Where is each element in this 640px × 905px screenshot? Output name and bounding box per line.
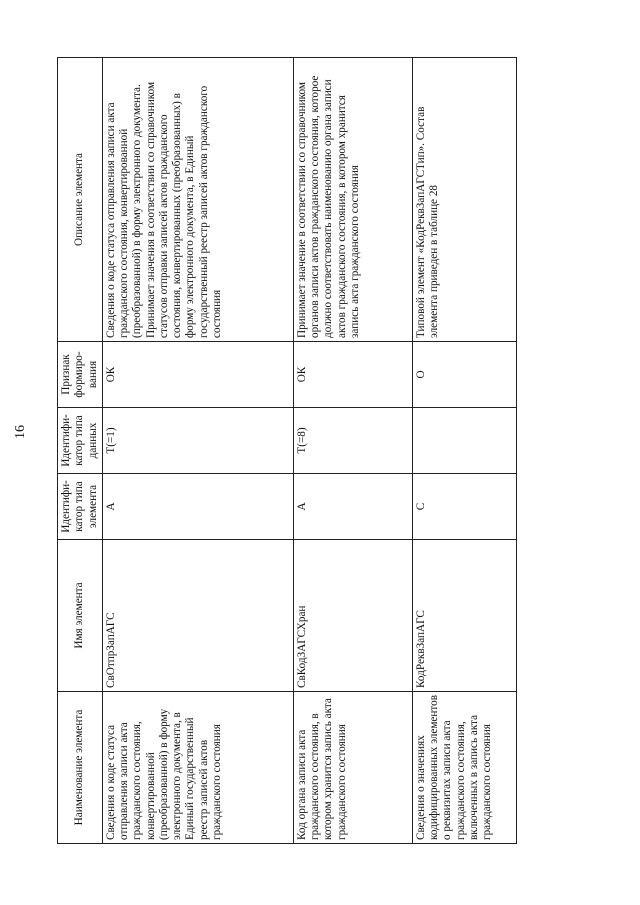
table-row xyxy=(413,58,517,844)
cell-formation-flag: ОК xyxy=(294,342,413,408)
cell-data-type-id: Т(=8) xyxy=(294,408,413,474)
table-header-row xyxy=(58,58,103,844)
header-element-type-id: Идентифи-катор типа элемента xyxy=(58,474,103,540)
table-row xyxy=(103,58,294,844)
header-data-type-id: Идентифи-катор типа данных xyxy=(58,408,103,474)
header-element-name: Имя элемента xyxy=(58,540,103,692)
rotated-page-content xyxy=(57,58,512,844)
header-description: Описание элемента xyxy=(58,58,103,342)
cell-element-name: КодРеквЗапАГС xyxy=(413,540,517,692)
cell-element-title: Сведения о значениях кодифицированных элементов о реквизитах записи акта гражданского состояния, включенных в запись акта гражданского состояния xyxy=(413,692,517,844)
cell-element-type-id: С xyxy=(413,474,517,540)
cell-data-type-id: Т(=1) xyxy=(103,408,294,474)
cell-description: Типовой элемент «КодРеквЗапАГСТип». Состав элемента приведен в таблице 28 xyxy=(413,58,517,342)
table-row xyxy=(294,58,413,844)
page-number: 16 xyxy=(13,425,28,439)
cell-formation-flag: ОК xyxy=(103,342,294,408)
element-table xyxy=(57,57,517,844)
header-formation-flag: Признак формиро-вания xyxy=(58,342,103,408)
cell-element-name: СвКодЗАГСХран xyxy=(294,540,413,692)
cell-element-type-id: А xyxy=(103,474,294,540)
header-element-title: Наименование элемента xyxy=(58,692,103,844)
cell-element-title: Код органа записи акта гражданского состояния, в котором хранится запись акта гражданского состояния xyxy=(294,692,413,844)
cell-data-type-id xyxy=(413,408,517,474)
cell-element-type-id: А xyxy=(294,474,413,540)
cell-description: Принимает значение в соответствии со справочником органов записи актов гражданского состояния, которое должно соответствовать наименованию органа записи актов гражданского состояния, в котором хранится запись акта гражданского состояния xyxy=(294,58,413,342)
cell-description: Сведения о коде статуса отправления записи акта гражданского состояния, конвертированной (преобразованной) в форму электронного документа. Принимает значения в соответствии со справочником статусов отправки записей актов гражданского состояния, конвертированных (преобразованных) в форму электронного документа, в Единый государственный реестр записей актов гражданского состояния xyxy=(103,58,294,342)
cell-formation-flag: О xyxy=(413,342,517,408)
cell-element-name: СвОтпрЗапАГС xyxy=(103,540,294,692)
cell-element-title: Сведения о коде статуса отправления записи акта гражданского состояния, конвертированной (преобразованной) в форму электронного документа, в Единый государственный реестр записей актов гражданского состояния xyxy=(103,692,294,844)
